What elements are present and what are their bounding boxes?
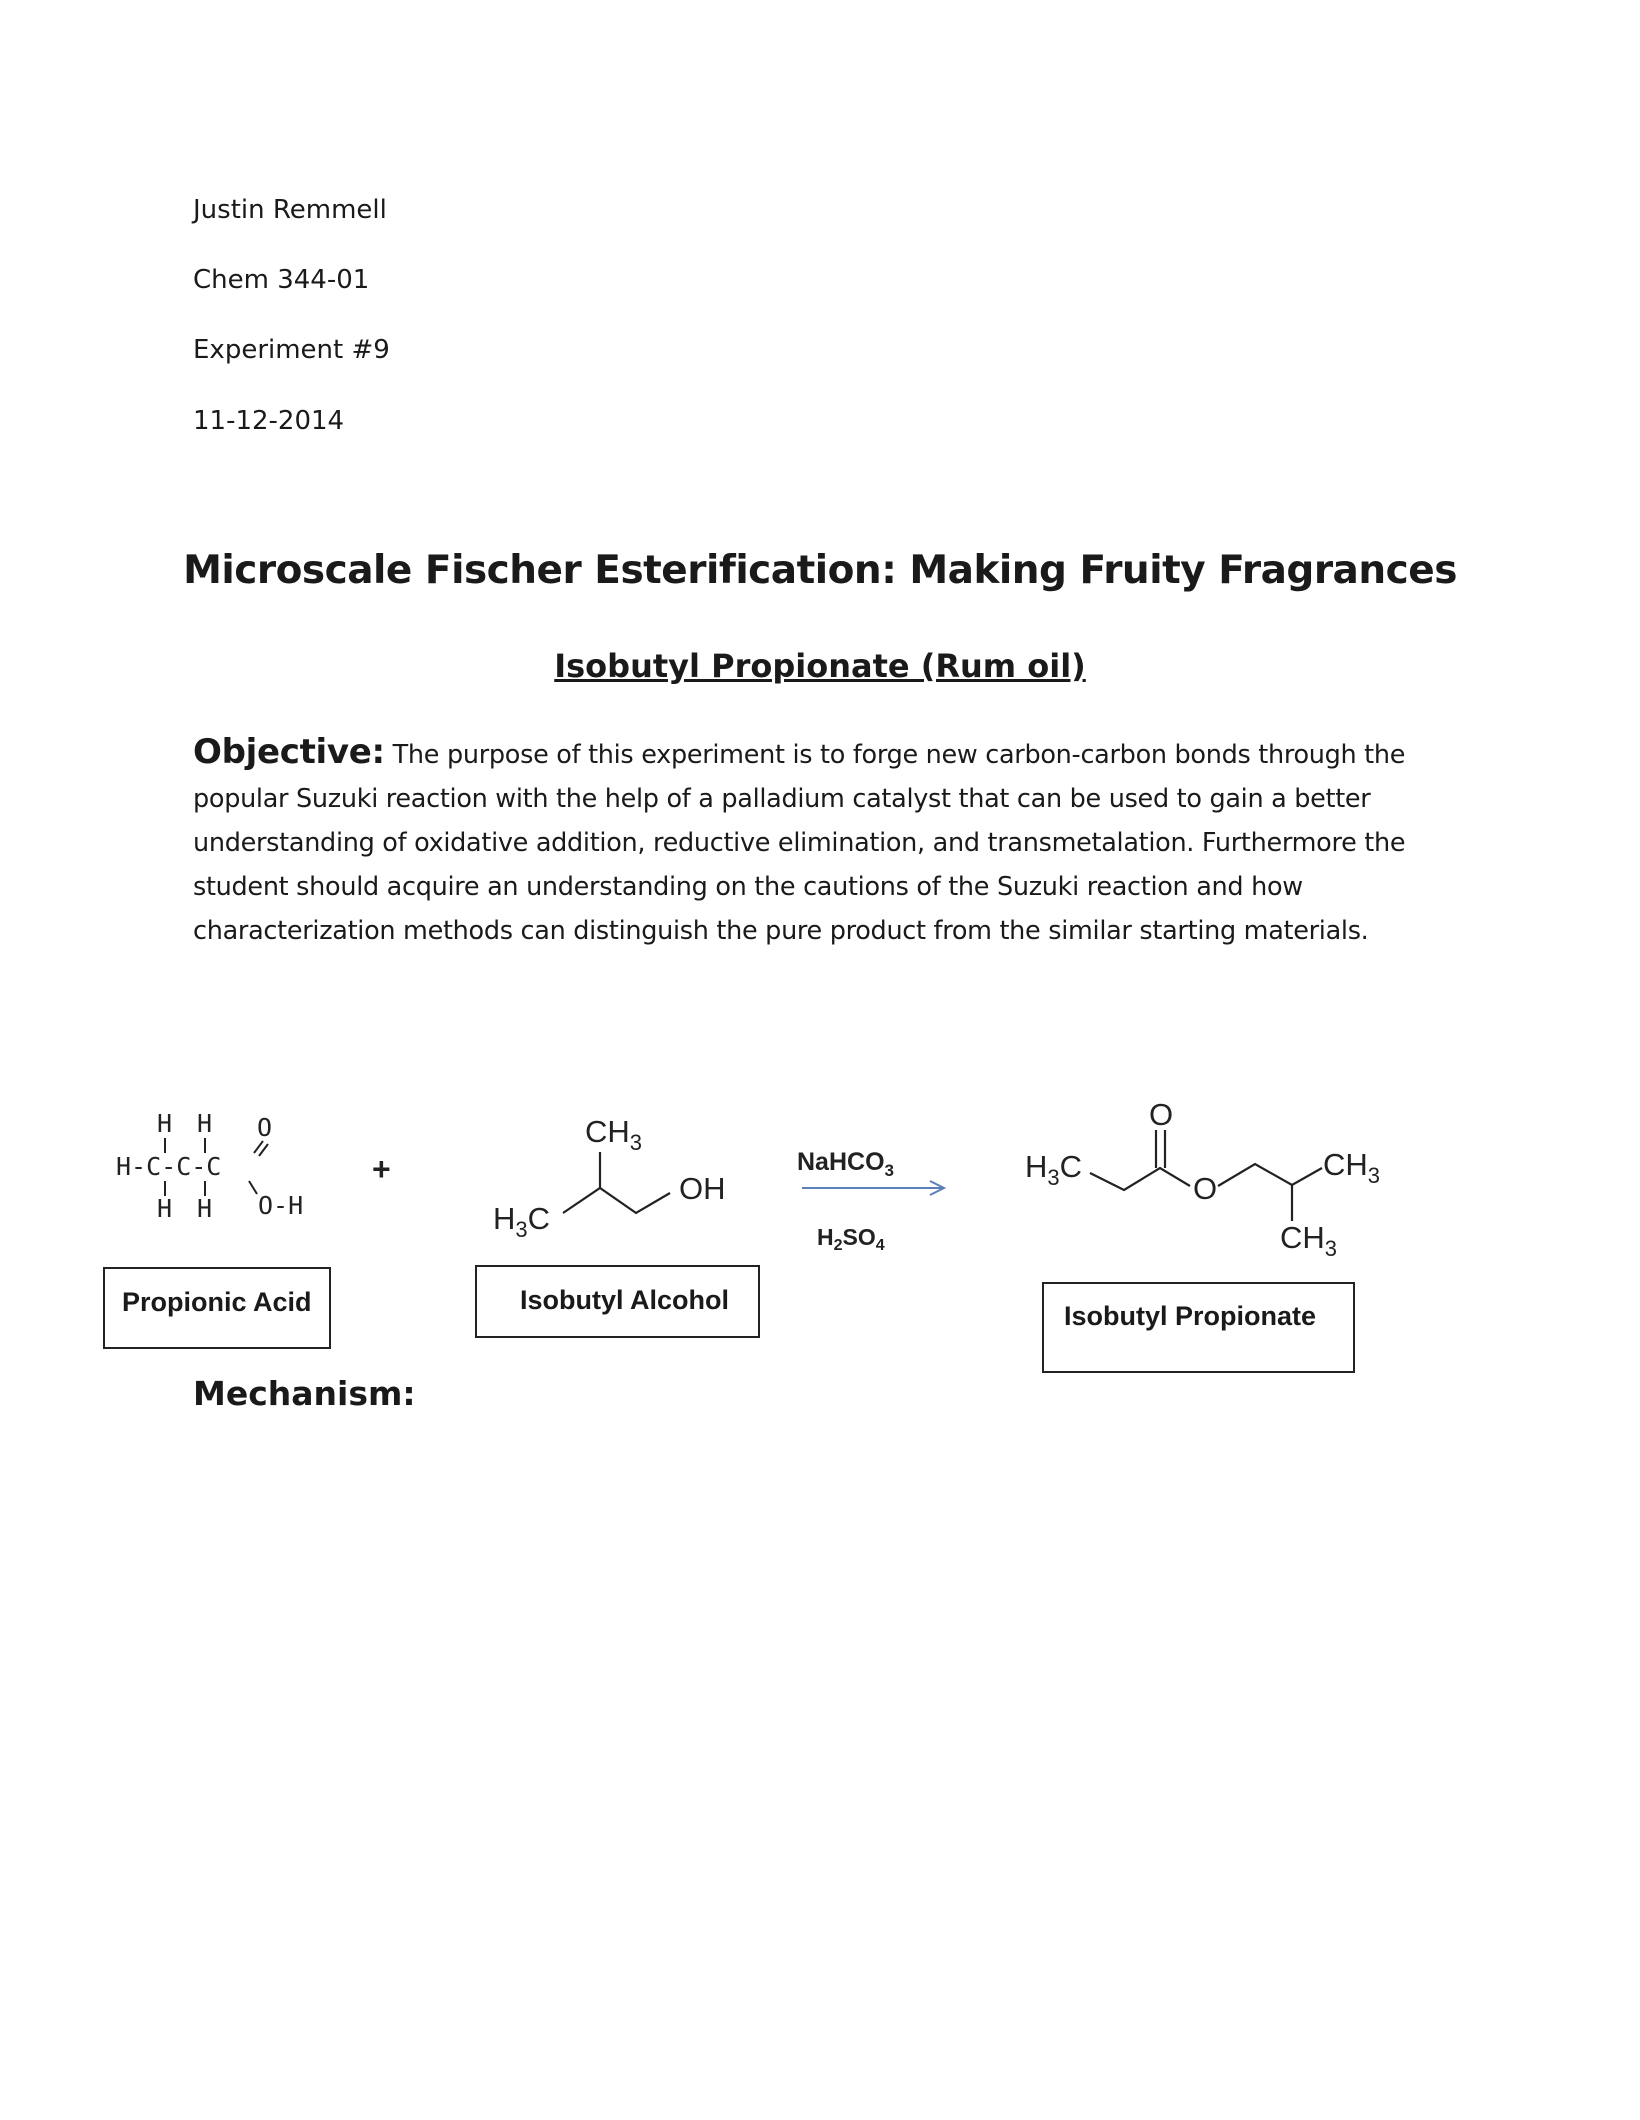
propionic-acid-label-box xyxy=(103,1267,331,1349)
propionic-acid-label: Propionic Acid xyxy=(122,1287,312,1317)
svg-text:NaHCO3: NaHCO$_3$ xyxy=(797,1148,894,1180)
svg-text:OH: OH xyxy=(679,1171,726,1206)
isobutyl-propionate-label-box xyxy=(1042,1282,1355,1373)
plus-sign: + xyxy=(372,1151,391,1187)
mechanism-heading: Mechanism: xyxy=(193,1374,416,1413)
svg-text:CH3: $CH_3$ xyxy=(1323,1147,1381,1188)
svg-text:CH3: $CH_3$ xyxy=(1280,1220,1338,1261)
author-name: Justin Remmell xyxy=(193,195,387,225)
svg-text:H: H xyxy=(197,1109,213,1138)
svg-text:H: H xyxy=(197,1194,213,1223)
page-subtitle: Isobutyl Propionate (Rum oil) xyxy=(554,647,1086,685)
isobutyl-alcohol-label-box xyxy=(475,1265,760,1338)
isobutyl-propionate-structure xyxy=(1025,1097,1380,1261)
course-code: Chem 344-01 xyxy=(193,265,370,295)
propionic-acid-structure xyxy=(116,1109,303,1223)
isobutyl-propionate-label: Isobutyl Propionate xyxy=(1064,1301,1317,1331)
isobutyl-alcohol-label: Isobutyl Alcohol xyxy=(520,1285,729,1315)
objective-label: Objective: xyxy=(193,732,385,772)
svg-text:CH3: $CH_3$ xyxy=(585,1114,643,1155)
svg-text:H2SO4: $H_2SO_4$ xyxy=(817,1224,885,1254)
svg-text:H-C-C-C: H-C-C-C xyxy=(116,1152,222,1181)
svg-text:H: H xyxy=(157,1109,173,1138)
objective-text: The purpose of this experiment is to forge new carbon-carbon bonds through the popular Suzuki reaction with the help of a palladium catalyst that can be used to gain a better understanding of oxidative addition, reductive elimination, and transmetalation. Furthermore the student should acquire an understanding on the cautions of the Suzuki reaction and how characterization methods can distinguish the pure product from the similar starting materials. xyxy=(193,740,1406,946)
svg-text:O: O xyxy=(1149,1097,1174,1132)
svg-text:O-H: O-H xyxy=(258,1191,304,1220)
svg-text:H3C: $H_3C$ xyxy=(1025,1149,1083,1190)
isobutyl-alcohol-structure xyxy=(493,1114,726,1242)
report-date: 11-12-2014 xyxy=(193,406,345,436)
svg-text:H3C: $H_3C$ xyxy=(493,1201,551,1242)
svg-text:O: O xyxy=(1193,1171,1218,1206)
page-title: Microscale Fischer Esterification: Making Fruity Fragrances xyxy=(183,548,1457,593)
svg-text:H: H xyxy=(157,1194,173,1223)
reaction-arrow xyxy=(797,1148,944,1254)
svg-text:O: O xyxy=(257,1113,273,1142)
experiment-number: Experiment #9 xyxy=(193,335,390,365)
